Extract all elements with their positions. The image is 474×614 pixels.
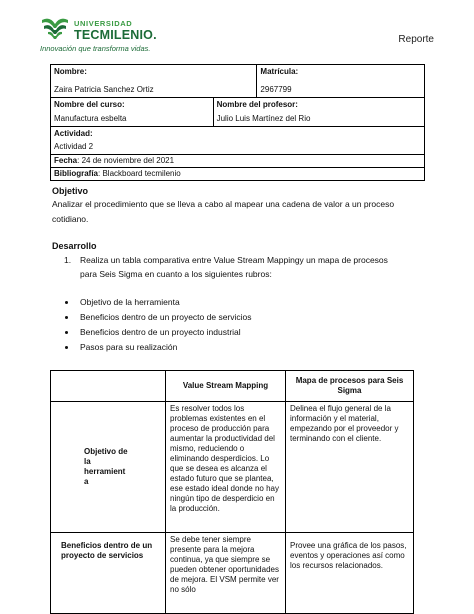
student-info-table (50, 64, 425, 181)
actividad-cell (51, 127, 425, 155)
actividad-label: Actividad: (54, 129, 93, 138)
fecha-value: : 24 de noviembre del 2021 (77, 156, 175, 165)
logo-tagline: Innovación que transforma vidas. (40, 44, 151, 53)
item-number: 1. (64, 255, 72, 265)
row-label-objetivo: Objetivo de la herramient a (51, 402, 166, 533)
bullet-icon (65, 301, 68, 304)
matricula-value: 2967799 (260, 85, 292, 94)
nombre-label: Nombre: (54, 67, 87, 76)
nombre-value: Zaira Patricia Sanchez Ortiz (54, 85, 154, 94)
profesor-cell (213, 98, 424, 127)
info-row-date (51, 155, 425, 168)
table-row (51, 402, 414, 533)
info-row-name (51, 65, 425, 98)
info-row-course (51, 98, 425, 127)
bibliografia-cell (51, 168, 425, 181)
objetivo-heading: Objetivo (52, 186, 89, 196)
info-row-activity (51, 127, 425, 155)
cell-mapa-objetivo: Delinea el flujo general de la información y el material, empezando por el proveedor y terminando con el cliente. (286, 402, 414, 533)
fecha-label: Fecha (54, 156, 78, 165)
header-vsm: Value Stream Mapping (166, 371, 286, 402)
profesor-value: Julio Luis Martínez del Rio (216, 114, 311, 123)
bibliografia-label: Bibliografía (54, 169, 99, 178)
bibliografia-value: : Blackboard tecmilenio (98, 169, 181, 178)
item-text: Realiza un tabla comparativa entre Value Stream Mappingy un mapa de procesos para Seis Sigma en cuanto a los siguientes rubros: (80, 255, 388, 279)
list-item: Objetivo de la herramienta (64, 295, 404, 310)
desarrollo-item-1 (64, 253, 404, 281)
nombre-cell (51, 65, 257, 98)
bullet-icon (65, 316, 68, 319)
cell-vsm-objetivo: Es resolver todos los problemas existentes en el proceso de producción para aumentar la productividad del mismo, reduciendo o eliminando desperdicios. Lo que se desea es alcanza el estado futuro que se plantea, ese estado ideal donde no hay ningún tipo de desperdicio en la producción. (166, 402, 286, 533)
curso-cell (51, 98, 214, 127)
fecha-cell (51, 155, 425, 168)
desarrollo-heading: Desarrollo (52, 241, 97, 251)
tecmilenio-logo (40, 10, 170, 58)
doc-type-label: Reporte (398, 34, 434, 45)
table-header-row (51, 371, 414, 402)
bullet-icon (65, 346, 68, 349)
objetivo-text: Analizar el procedimiento que se lleva a cabo al mapear una cadena de valor a un proceso cotidiano. (52, 199, 395, 224)
row-label-servicios: Beneficios dentro de un proyecto de servicios (51, 533, 166, 614)
table-row (51, 533, 414, 614)
actividad-value: Actividad 2 (54, 142, 94, 151)
comparison-table (50, 370, 414, 614)
list-item: Beneficios dentro de un proyecto de servicios (64, 310, 404, 325)
list-item: Beneficios dentro de un proyecto industrial (64, 325, 404, 340)
matricula-label: Matrícula: (260, 67, 299, 76)
cell-mapa-servicios: Provee una gráfica de los pasos, eventos y operaciones así como los recursos relacionados. (286, 533, 414, 614)
list-item: Pasos para su realización (64, 340, 404, 355)
cell-vsm-servicios: Se debe tener siempre presente para la mejora continua, ya que siempre se pueden obtener oportunidades de mejora. El VSM permite ver no sólo (166, 533, 286, 614)
matricula-cell (257, 65, 425, 98)
header-mapa-procesos: Mapa de procesos para Seis Sigma (286, 371, 414, 402)
tecmilenio-logo-icon (40, 14, 70, 40)
profesor-label: Nombre del profesor: (216, 100, 298, 109)
logo-name-text: TECMILENIO. (74, 28, 157, 42)
bullet-icon (65, 331, 68, 334)
info-row-bibliography (51, 168, 425, 181)
rubros-list (64, 295, 404, 355)
curso-label: Nombre del curso: (54, 100, 125, 109)
curso-value: Manufactura esbelta (54, 114, 127, 123)
logo-university-text: UNIVERSIDAD (74, 19, 133, 28)
header-empty-cell (51, 371, 166, 402)
